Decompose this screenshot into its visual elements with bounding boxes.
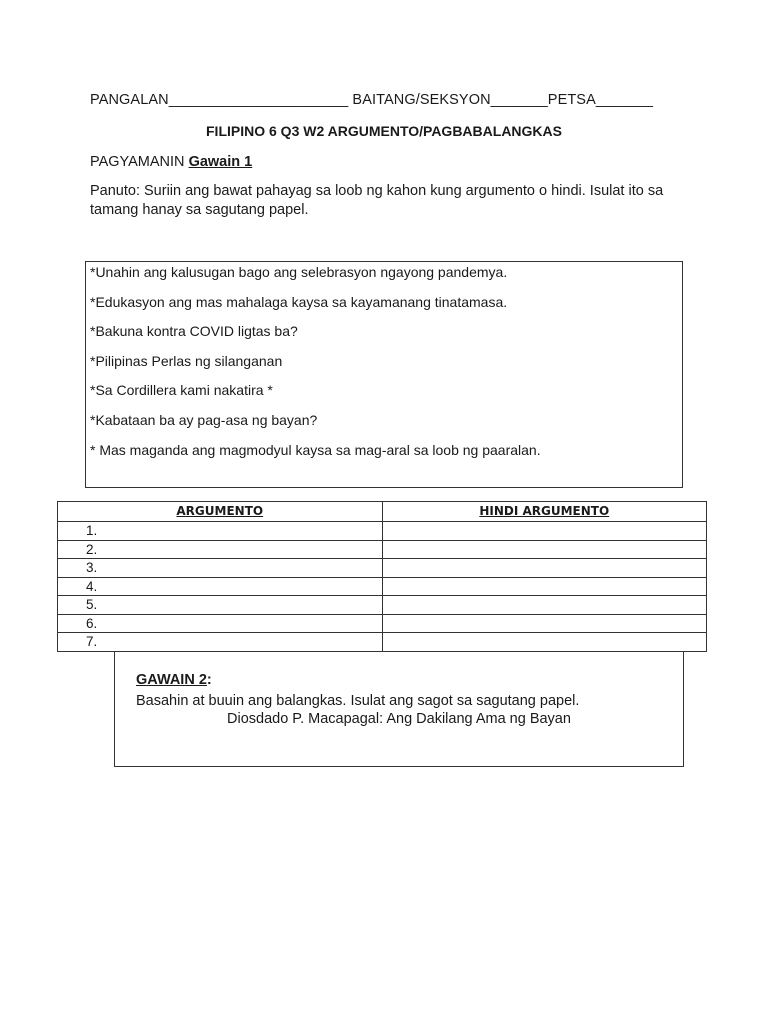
statement-item: *Edukasyon ang mas mahalaga kaysa sa kayamanang tinatamasa.	[90, 294, 508, 310]
table-row	[58, 559, 707, 578]
table-row	[58, 614, 707, 633]
row-number: 2.	[58, 540, 383, 559]
column-header-argumento: ARGUMENTO	[58, 502, 383, 522]
statement-item: *Kabataan ba ay pag-asa ng bayan?	[90, 412, 318, 428]
answer-cell	[382, 596, 707, 615]
gawain2-heading	[136, 672, 212, 688]
gawain2-instruction: Basahin at buuin ang balangkas. Isulat ang sagot sa sagutang papel.	[136, 693, 580, 709]
statement-item: *Sa Cordillera kami nakatira *	[90, 382, 273, 398]
worksheet-title: FILIPINO 6 Q3 W2 ARGUMENTO/PAGBABALANGKAS	[206, 123, 562, 139]
row-number: 1.	[58, 522, 383, 541]
answer-cell	[382, 577, 707, 596]
section-label: PAGYAMANIN	[90, 154, 189, 170]
gawain1-label: Gawain 1	[188, 154, 253, 170]
table-row	[58, 522, 707, 541]
row-number: 3.	[58, 559, 383, 578]
answer-cell	[382, 559, 707, 578]
row-number: 7.	[58, 633, 383, 652]
gawain2-colon: :	[206, 672, 212, 688]
answer-cell	[382, 522, 707, 541]
statement-item: *Bakuna kontra COVID ligtas ba?	[90, 323, 298, 339]
statements-box	[85, 261, 683, 488]
gawain1-instruction: Panuto: Suriin ang bawat pahayag sa loob ng kahon kung argumento o hindi. Isulat ito sa tamang hanay sa sagutang papel.	[90, 183, 664, 218]
gawain2-box	[114, 651, 684, 767]
student-info-line: PANGALAN______________________ BAITANG/SEKSYON_______PETSA_______	[90, 92, 653, 108]
statement-item: *Pilipinas Perlas ng silanganan	[90, 353, 283, 369]
answer-cell	[382, 633, 707, 652]
table-row	[58, 540, 707, 559]
row-number: 5.	[58, 596, 383, 615]
answer-cell	[382, 540, 707, 559]
column-header-hindi-argumento: HINDI ARGUMENTO	[382, 502, 707, 522]
answer-cell	[382, 614, 707, 633]
answer-table	[57, 501, 707, 652]
gawain1-heading	[90, 154, 252, 170]
row-number: 4.	[58, 577, 383, 596]
gawain2-label: GAWAIN 2	[136, 672, 207, 688]
table-row	[58, 596, 707, 615]
statement-item: *Unahin ang kalusugan bago ang selebrasyon ngayong pandemya.	[90, 264, 508, 280]
table-row	[58, 633, 707, 652]
table-row	[58, 577, 707, 596]
table-header-row	[58, 502, 707, 522]
statement-item: * Mas maganda ang magmodyul kaysa sa mag-aral sa loob ng paaralan.	[90, 442, 541, 458]
row-number: 6.	[58, 614, 383, 633]
gawain2-topic: Diosdado P. Macapagal: Ang Dakilang Ama ng Bayan	[227, 711, 571, 727]
